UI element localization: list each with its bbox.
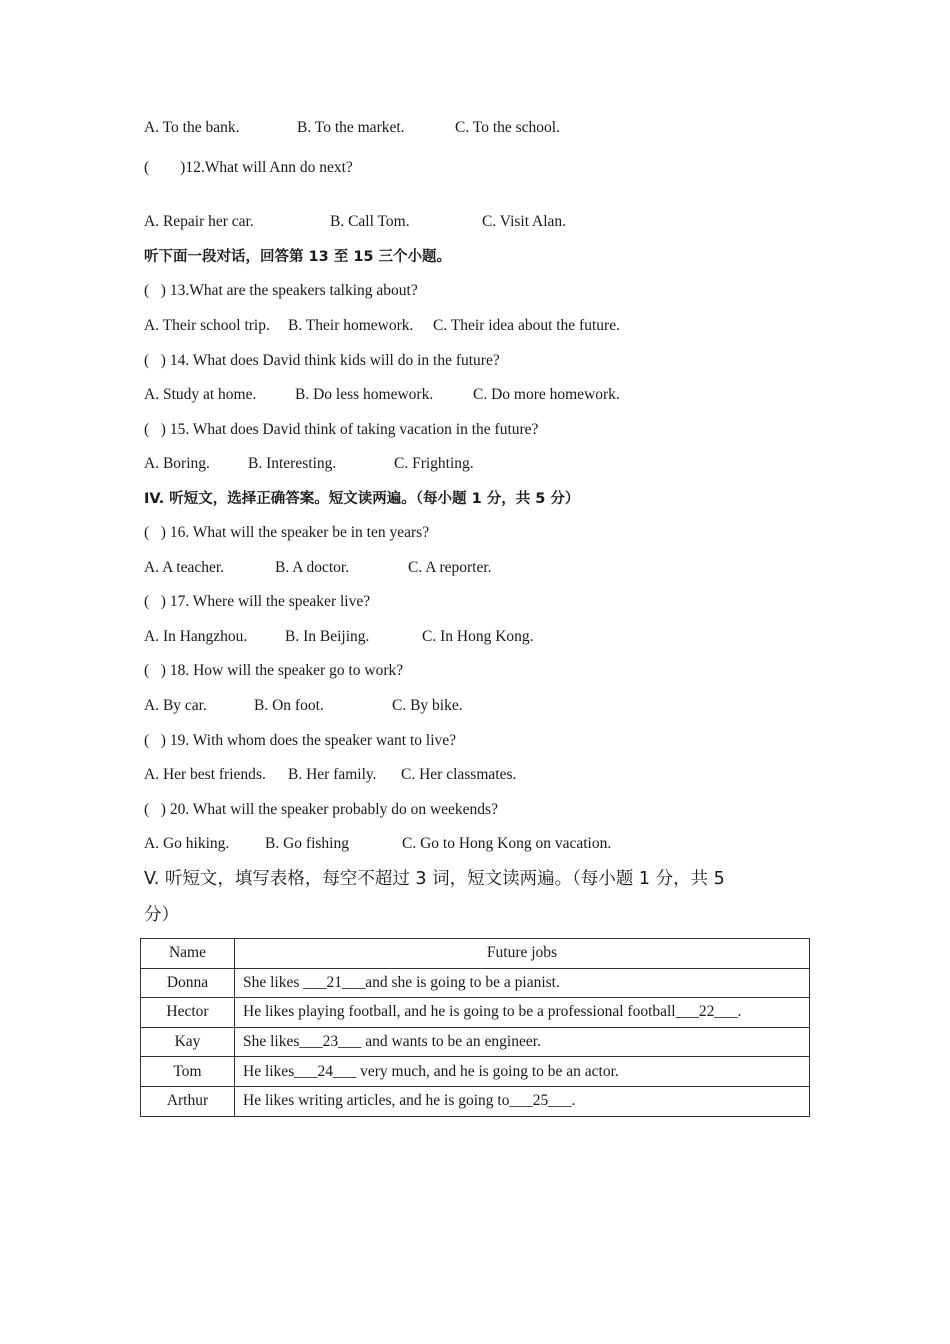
question-20: ( ) 20. What will the speaker probably do on weekends?	[144, 801, 498, 818]
table-header-row	[141, 939, 810, 969]
q20-option-b: B. Go fishing	[265, 835, 349, 852]
q19-option-b: B. Her family.	[288, 766, 377, 783]
question-15: ( ) 15. What does David think of taking vacation in the future?	[144, 421, 539, 438]
header-name: Name	[141, 939, 235, 969]
question-16: ( ) 16. What will the speaker be in ten years?	[144, 524, 430, 541]
section-13-15-heading: 听下面一段对话，回答第 13 至 15 三个小题。	[144, 249, 452, 265]
q14-option-a: A. Study at home.	[144, 386, 257, 403]
q18-option-a: A. By car.	[144, 697, 207, 714]
section-5-heading-line2: 分）	[144, 905, 179, 925]
table-row	[141, 1086, 810, 1116]
question-19: ( ) 19. With whom does the speaker want to live?	[144, 732, 457, 749]
q18-option-b: B. On foot.	[254, 697, 324, 714]
q15-option-a: A. Boring.	[144, 455, 210, 472]
q17-option-c: C. In Hong Kong.	[422, 628, 534, 645]
table-row	[141, 968, 810, 998]
row-name: Kay	[141, 1027, 235, 1057]
table-row	[141, 1027, 810, 1057]
question-17: ( ) 17. Where will the speaker live?	[144, 593, 371, 610]
question-12: ( )12.What will Ann do next?	[144, 159, 353, 176]
q11-option-b: B. To the market.	[297, 119, 405, 136]
q14-option-c: C. Do more homework.	[473, 386, 620, 403]
q16-option-a: A. A teacher.	[144, 559, 225, 576]
table-row	[141, 1057, 810, 1087]
row-name: Hector	[141, 998, 235, 1028]
q20-option-a: A. Go hiking.	[144, 835, 230, 852]
section-4-heading: IV. 听短文，选择正确答案。短文读两遍。（每小题 1 分，共 5 分）	[144, 491, 580, 507]
q12-option-b: B. Call Tom.	[330, 213, 410, 230]
q15-option-b: B. Interesting.	[248, 455, 337, 472]
section-5-heading-line1: V. 听短文，填写表格，每空不超过 3 词，短文读两遍。（每小题 1 分，共 5	[144, 869, 725, 889]
row-name: Donna	[141, 968, 235, 998]
q17-option-a: A. In Hangzhou.	[144, 628, 248, 645]
q16-option-c: C. A reporter.	[408, 559, 492, 576]
header-future-jobs: Future jobs	[235, 939, 810, 969]
q13-option-b: B. Their homework.	[288, 317, 414, 334]
q13-option-c: C. Their idea about the future.	[433, 317, 620, 334]
q19-option-a: A. Her best friends.	[144, 766, 266, 783]
future-jobs-table	[140, 938, 810, 1117]
row-future-job: He likes___24___ very much, and he is going to be an actor.	[235, 1057, 810, 1087]
row-future-job: She likes___23___ and wants to be an engineer.	[235, 1027, 810, 1057]
q11-option-c: C. To the school.	[455, 119, 560, 136]
q17-option-b: B. In Beijing.	[285, 628, 370, 645]
row-future-job: She likes ___21___and she is going to be a pianist.	[235, 968, 810, 998]
q16-option-b: B. A doctor.	[275, 559, 350, 576]
row-name: Tom	[141, 1057, 235, 1087]
row-future-job: He likes writing articles, and he is going to___25___.	[235, 1086, 810, 1116]
row-future-job: He likes playing football, and he is going to be a professional football___22___.	[235, 998, 810, 1028]
q14-option-b: B. Do less homework.	[295, 386, 434, 403]
q15-option-c: C. Frighting.	[394, 455, 474, 472]
q13-option-a: A. Their school trip.	[144, 317, 270, 334]
question-18: ( ) 18. How will the speaker go to work?	[144, 662, 404, 679]
q12-option-a: A. Repair her car.	[144, 213, 254, 230]
q11-option-a: A. To the bank.	[144, 119, 240, 136]
question-13: ( ) 13.What are the speakers talking about?	[144, 282, 418, 299]
q18-option-c: C. By bike.	[392, 697, 463, 714]
q20-option-c: C. Go to Hong Kong on vacation.	[402, 835, 612, 852]
row-name: Arthur	[141, 1086, 235, 1116]
question-14: ( ) 14. What does David think kids will do in the future?	[144, 352, 500, 369]
table-row	[141, 998, 810, 1028]
q19-option-c: C. Her classmates.	[401, 766, 517, 783]
q12-option-c: C. Visit Alan.	[482, 213, 567, 230]
